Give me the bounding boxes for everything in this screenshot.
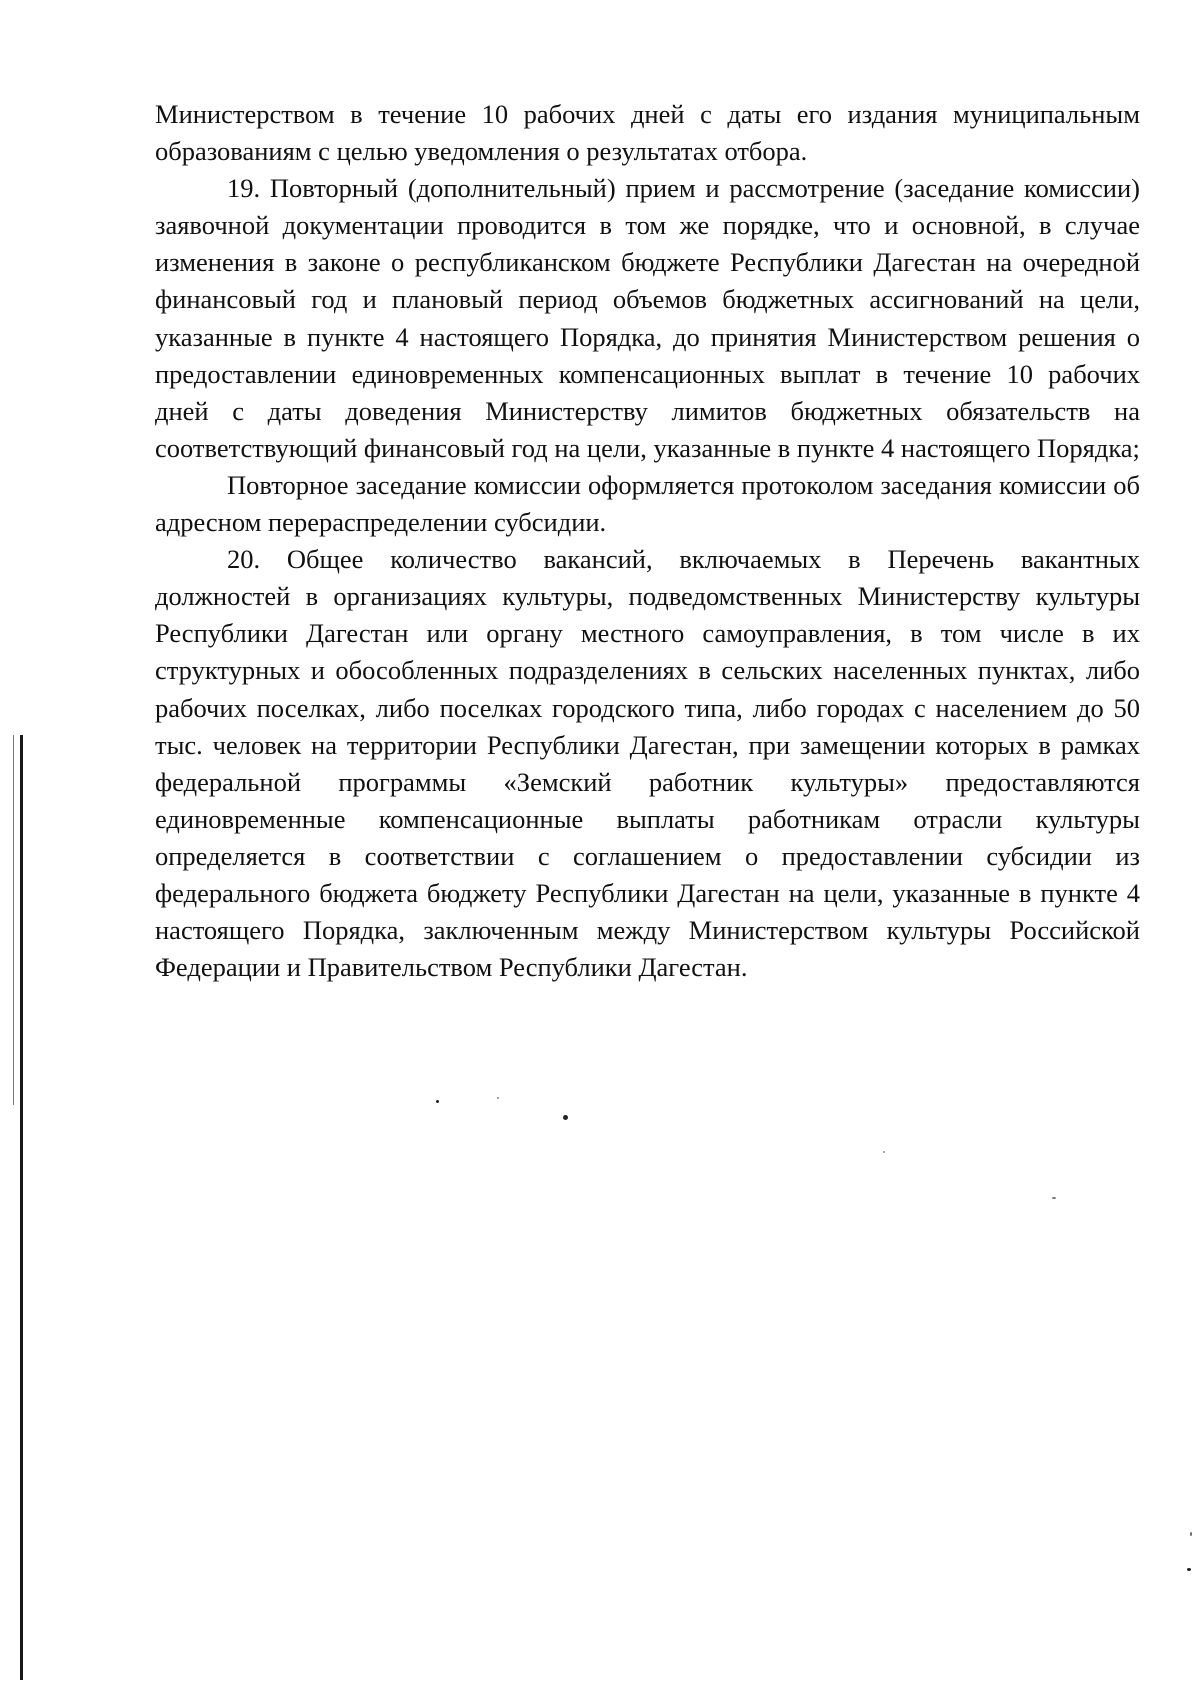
document-body [155, 96, 1140, 986]
scan-edge-line [20, 735, 23, 1680]
scan-speck [436, 1100, 439, 1103]
scan-speck [883, 1151, 885, 1153]
paragraph-item-19: 19. Повторный (дополнительный) прием и рассмотрение (заседание комиссии) заявочной документации проводится в том же порядке, что и основной, в случае изменения в законе о республиканском бюджете Республики Дагестан на очередной финансовый год и плановый период объемов бюджетных ассигнований на цели, указанные в пункте 4 настоящего Порядка, до принятия Министерством решения о предоставлении единовременных компенсационных выплат в течение 10 рабочих дней с даты доведения Министерству лимитов бюджетных обязательств на соответствующий финансовый год на цели, указанные в пункте 4 настоящего Порядка; [155, 173, 1140, 463]
scan-speck [497, 1097, 499, 1099]
scan-speck [1190, 1532, 1192, 1536]
scan-edge-line-thin [13, 735, 14, 1105]
paragraph-item-20: 20. Общее количество вакансий, включаемых в Перечень вакантных должностей в организациях культуры, подведомственных Министерству культуры Республики Дагестан или органу местного самоуправления, в том числе в их структурных и обособленных подразделениях в сельских населенных пунктах, либо рабочих поселках, либо поселках городского типа, либо городах с населением до 50 тыс. человек на территории Республики Дагестан, при замещении которых в рамках федеральной программы «Земский работник культуры» предоставляются единовременные компенсационные выплаты работникам отрасли культуры определяется в соответствии с соглашением о предоставлении субсидии из федерального бюджета бюджету Республики Дагестан на цели, указанные в пункте 4 настоящего Порядка, заключенным между Министерством культуры Российской Федерации и Правительством Республики Дагестан. [155, 544, 1140, 983]
scan-speck [1187, 1568, 1191, 1571]
paragraph-continuation: Министерством в течение 10 рабочих дней с даты его издания муниципальным образованиям с целью уведомления о результатах отбора. [155, 99, 1140, 167]
paragraph-repeat-session: Повторное заседание комиссии оформляется протоколом заседания комиссии об адресном перераспределении субсидии. [155, 469, 1140, 538]
scan-speck [1052, 1197, 1056, 1199]
scan-speck [563, 1115, 568, 1120]
